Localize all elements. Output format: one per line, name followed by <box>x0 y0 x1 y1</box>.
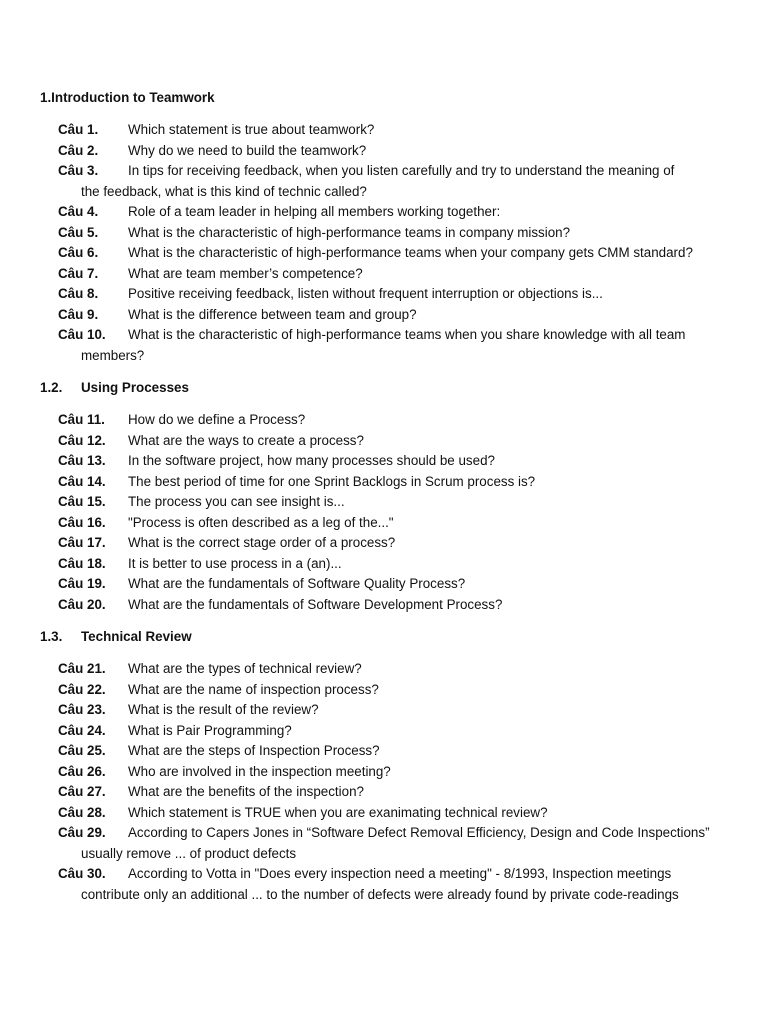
question-label: Câu 14. <box>58 473 106 489</box>
question-text-continuation: members? <box>81 347 145 363</box>
question-label: Câu 18. <box>58 555 106 571</box>
question-text-continuation: contribute only an additional ... to the number of defects were already found by private code-readings <box>81 886 679 902</box>
section-heading <box>40 88 740 108</box>
question-item <box>40 451 740 472</box>
question-item <box>40 513 740 534</box>
question-text: How do we define a Process? <box>128 412 306 427</box>
question-list <box>40 659 740 905</box>
section-number: 1. <box>40 90 52 105</box>
question-label: Câu 4. <box>58 204 99 219</box>
question-label: Câu 22. <box>58 681 106 697</box>
question-item <box>40 741 740 762</box>
question-label: Câu 19. <box>58 576 106 591</box>
question-text: What is the result of the review? <box>128 702 319 717</box>
question-text: What are the types of technical review? <box>128 661 362 676</box>
question-label: Câu 6. <box>58 245 99 260</box>
question-item <box>40 325 740 366</box>
question-label: Câu 23. <box>58 702 106 717</box>
question-text: According to Capers Jones in “Software Defect Removal Efficiency, Design and Code Inspections” <box>128 825 710 840</box>
question-item <box>40 120 740 141</box>
question-text: In tips for receiving feedback, when you listen carefully and try to understand the meaning of <box>128 163 675 178</box>
question-text: What is the correct stage order of a process? <box>128 535 396 550</box>
question-text: What are the steps of Inspection Process? <box>128 743 380 758</box>
question-item <box>40 864 740 905</box>
question-label: Câu 30. <box>58 866 106 881</box>
question-text: Positive receiving feedback, listen without frequent interruption or objections is... <box>128 286 603 301</box>
question-list <box>40 120 740 366</box>
question-label: Câu 29. <box>58 825 106 840</box>
question-item <box>40 554 740 575</box>
question-label: Câu 13. <box>58 453 106 468</box>
question-text: Which statement is true about teamwork? <box>128 122 375 137</box>
question-item <box>40 223 740 244</box>
question-text: What are the fundamentals of Software Quality Process? <box>128 576 466 591</box>
question-text: What is the difference between team and group? <box>128 306 417 322</box>
question-label: Câu 9. <box>58 306 99 322</box>
question-item <box>40 141 740 162</box>
question-item <box>40 202 740 223</box>
section-heading <box>40 627 740 647</box>
question-text: In the software project, how many processes should be used? <box>128 453 495 468</box>
question-label: Câu 21. <box>58 661 106 676</box>
question-label: Câu 10. <box>58 327 106 342</box>
question-label: Câu 27. <box>58 784 106 799</box>
question-text: What is the characteristic of high-performance teams in company mission? <box>128 224 571 240</box>
question-label: Câu 26. <box>58 763 106 779</box>
question-label: Câu 3. <box>58 163 99 178</box>
section-title: Introduction to Teamwork <box>51 90 215 105</box>
question-text: What are the fundamentals of Software Development Process? <box>128 596 503 612</box>
question-item <box>40 161 740 202</box>
question-label: Câu 5. <box>58 224 99 240</box>
question-item <box>40 410 740 431</box>
question-text: What is the characteristic of high-performance teams when your company gets CMM standard? <box>128 245 693 260</box>
section-heading <box>40 378 740 398</box>
section-number: 1.3. <box>40 629 63 644</box>
section-number: 1.2. <box>40 380 63 395</box>
question-text: Why do we need to build the teamwork? <box>128 142 367 158</box>
question-text: What are the benefits of the inspection? <box>128 784 364 799</box>
question-text: What is the characteristic of high-performance teams when you share knowledge with all team <box>128 327 686 342</box>
section-title: Technical Review <box>81 629 192 644</box>
question-label: Câu 25. <box>58 743 106 758</box>
question-label: Câu 2. <box>58 142 99 158</box>
question-list <box>40 410 740 615</box>
question-item <box>40 721 740 742</box>
question-item <box>40 284 740 305</box>
question-label: Câu 11. <box>58 412 105 427</box>
question-text: What are the name of inspection process? <box>128 681 379 697</box>
question-text: "Process is often described as a leg of the..." <box>128 514 394 530</box>
question-item <box>40 595 740 616</box>
question-item <box>40 305 740 326</box>
question-item <box>40 472 740 493</box>
question-text: Role of a team leader in helping all members working together: <box>128 204 501 219</box>
question-text: The best period of time for one Sprint Backlogs in Scrum process is? <box>128 473 536 489</box>
question-label: Câu 20. <box>58 596 106 612</box>
question-text: It is better to use process in a (an)... <box>128 555 342 571</box>
question-label: Câu 16. <box>58 514 106 530</box>
question-label: Câu 1. <box>58 122 99 137</box>
question-item <box>40 700 740 721</box>
document-content <box>40 88 740 917</box>
question-text: What is Pair Programming? <box>128 722 292 738</box>
question-item <box>40 431 740 452</box>
question-label: Câu 17. <box>58 535 106 550</box>
section-title: Using Processes <box>81 380 189 395</box>
question-text: Who are involved in the inspection meeting? <box>128 763 391 779</box>
question-item <box>40 762 740 783</box>
question-text-continuation: the feedback, what is this kind of technic called? <box>81 183 367 199</box>
question-label: Câu 28. <box>58 804 106 820</box>
question-text: What are the ways to create a process? <box>128 432 364 448</box>
question-label: Câu 8. <box>58 286 99 301</box>
question-item <box>40 659 740 680</box>
question-item <box>40 492 740 513</box>
question-item <box>40 243 740 264</box>
question-item <box>40 574 740 595</box>
question-text: What are team member’s competence? <box>128 265 363 281</box>
question-item <box>40 533 740 554</box>
question-label: Câu 12. <box>58 432 106 448</box>
question-label: Câu 15. <box>58 494 106 509</box>
question-label: Câu 24. <box>58 722 106 738</box>
question-text-continuation: usually remove ... of product defects <box>81 845 297 861</box>
question-item <box>40 782 740 803</box>
question-item <box>40 803 740 824</box>
question-item <box>40 823 740 864</box>
question-item <box>40 264 740 285</box>
question-label: Câu 7. <box>58 265 99 281</box>
question-text: According to Votta in "Does every inspection need a meeting" - 8/1993, Inspection meetings <box>128 866 672 881</box>
question-text: The process you can see insight is... <box>128 494 345 509</box>
question-item <box>40 680 740 701</box>
question-text: Which statement is TRUE when you are exanimating technical review? <box>128 804 548 820</box>
